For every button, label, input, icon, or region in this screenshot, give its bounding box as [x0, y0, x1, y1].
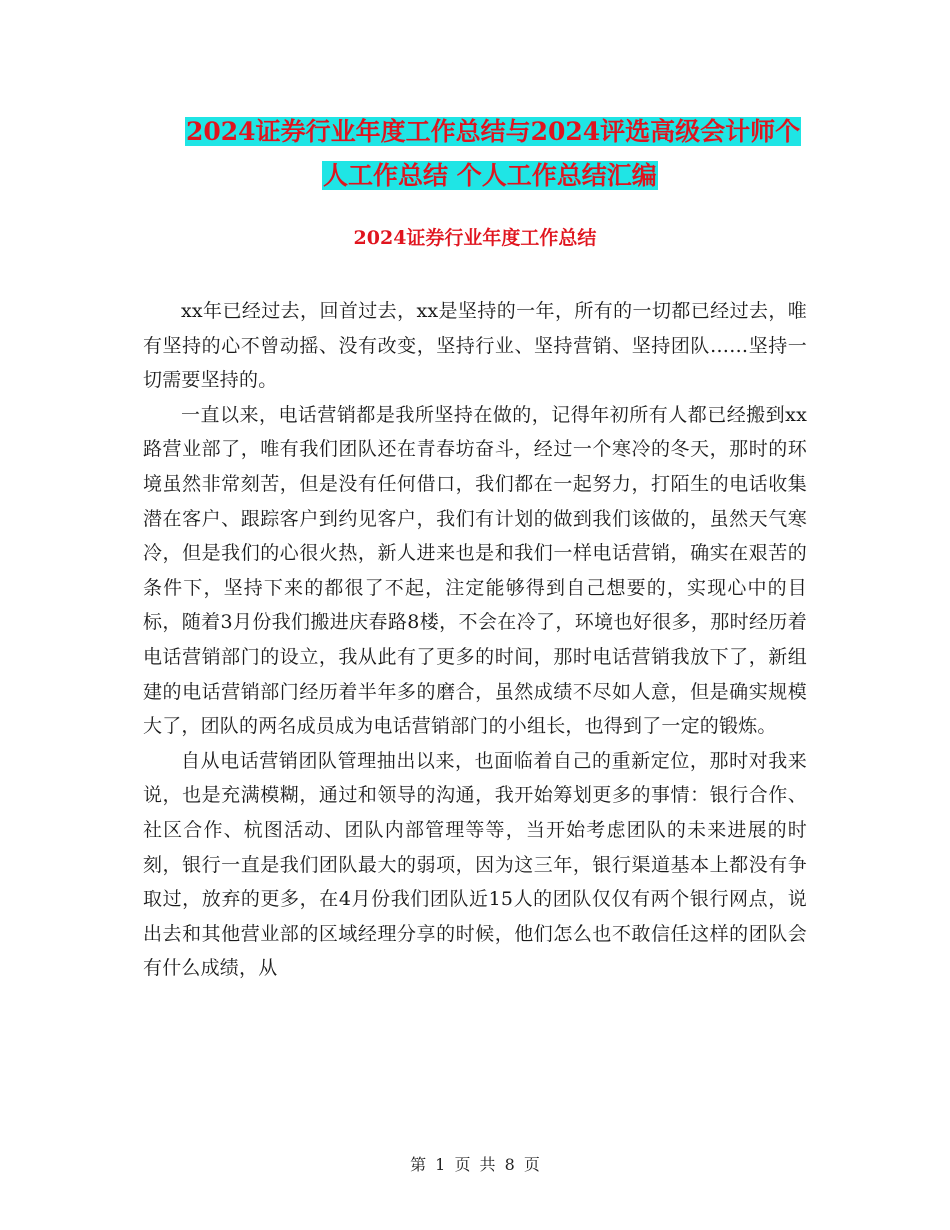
section-heading: 2024证券行业年度工作总结 — [353, 227, 597, 249]
paragraph: xx年已经过去，回首过去，xx是坚持的一年，所有的一切都已经过去，唯有坚持的心不曾动摇、没有改变，坚持行业、坚持营销、坚持团队……坚持一切需要坚持的。 — [143, 300, 807, 392]
title-highlight: 人工作总结 个人工作总结汇编 — [323, 161, 657, 190]
document-title-line-1 — [185, 116, 801, 147]
paragraph: 自从电话营销团队管理抽出以来，也面临着自己的重新定位，那时对我来说，也是充满模糊，通过和领导的沟通，我开始筹划更多的事情：银行合作、社区合作、杭图活动、团队内部管理等等，当开始考虑团队的未来进展的时刻，银行一直是我们团队最大的弱项，因为这三年，银行渠道基本上都没有争取过，放弃的更多，在4月份我们团队近15人的团队仅仅有两个银行网点，说出去和其他营业部的区域经理分享的时候，他们怎么也不敢信任这样的团队会有什么成绩，从 — [143, 749, 807, 980]
paragraph: 一直以来，电话营销都是我所坚持在做的，记得年初所有人都已经搬到xx路营业部了，唯有我们团队还在青春坊奋斗，经过一个寒冷的冬天，那时的环境虽然非常刻苦，但是没有任何借口，我们都在一起努力，打陌生的电话收集潜在客户、跟踪客户到约见客户，我们有计划的做到我们该做的，虽然天气寒冷，但是我们的心很火热，新人进来也是和我们一样电话营销，确实在艰苦的条件下，坚持下来的都很了不起，注定能够得到自己想要的，实现心中的目标，随着3月份我们搬进庆春路8楼，不会在冷了，环境也好很多，那时经历着电话营销部门的设立，我从此有了更多的时间，那时电话营销我放下了，新组建的电话营销部门经历着半年多的磨合，虽然成绩不尽如人意，但是确实规模大了，团队的两名成员成为电话营销部门的小组长，也得到了一定的锻炼。 — [143, 403, 807, 738]
document-body — [143, 294, 807, 986]
title-highlight: 2024证券行业年度工作总结与2024评选高级会计师个 — [186, 117, 801, 146]
document-title-line-2 — [322, 160, 658, 191]
page-number-footer: 第 1 页 共 8 页 — [410, 1155, 540, 1174]
